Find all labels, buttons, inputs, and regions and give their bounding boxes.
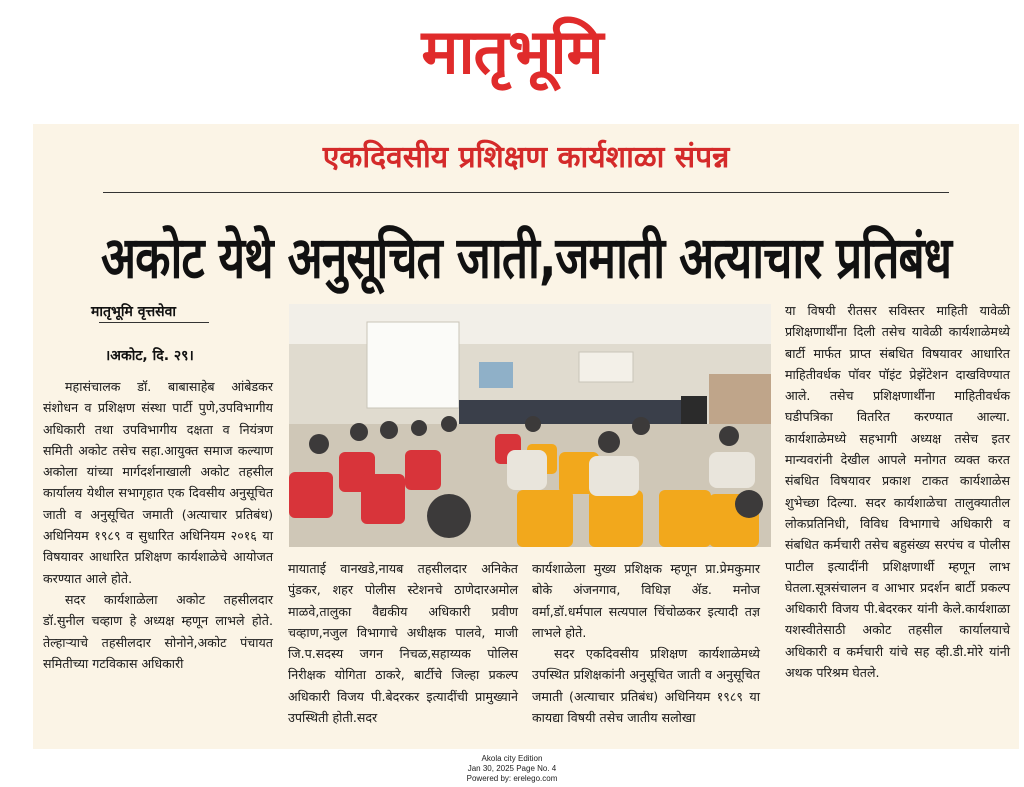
article-column-4 xyxy=(785,300,1010,683)
col4-paragraph: या विषयी रीतसर सविस्तर माहिती यावेळी प्रशिक्षणार्थींना दिली तसेच यावेळी कार्यशाळेमध्ये बार्टी मार्फत प्राप्त संबधित विषयावर आधारित माहितीवर्धक पॉवर पॉइंट प्रेझेंटेशन दाखविण्यात आले. तसेच प्रशिक्षणार्थींना माहितीवर्धक घडीपत्रिका वितरित करण्यात आल्या. कार्यशाळेमध्ये सहभागी अध्यक्ष तसेच इतर मान्यवरांनी देखील आपले मनोगत व्यक्त करत संबधित विषयावर प्रकाश टाकत कार्यशाळेस शुभेच्छा दिल्या. सदर कार्यशाळेचा तालुक्यातील लोकप्रतिनिधी, विविध विभागाचे अधिकारी व संबधित कर्मचारी तसेच बहुसंख्य सरपंच व पोलीस पाटील इत्यादींनी प्रशिक्षणार्थी म्हणून लाभ घेतला.सूत्रसंचालन व आभार प्रदर्शन बार्टी प्रकल्प अधिकारी विजय पी.बेदरकर यांनी केले.कार्यशाळा यशस्वीतेसाठी अकोट तहसील कार्यालयाचे अधिकारी व कर्मचारी यांचे सह व्ही.डी.मोरे यांनी अथक परिश्रम घेतले. xyxy=(785,303,1010,681)
article-byline: मातृभूमि वृत्तसेवा xyxy=(91,304,177,320)
masthead xyxy=(0,0,1024,118)
edition-name: Akola city Edition xyxy=(481,754,543,763)
powered-by: Powered by: erelego.com xyxy=(466,774,558,783)
article-headline: अकोट येथे अनुसूचित जाती,जमाती अत्याचार प्रतिबंध xyxy=(100,223,952,291)
col3-paragraph-2: सदर एकदिवसीय प्रशिक्षण कार्यशाळेमध्ये उपस्थित प्रशिक्षकांनी अनुसूचित जाती व अनुसूचित जमाती (अत्याचार प्रतिबंध) अधिनियम १९८९ या कायद्या विषयी तसेच जातीय सलोखा xyxy=(532,646,760,726)
article-column-1 xyxy=(43,376,273,674)
article-column-3 xyxy=(532,558,760,728)
col1-paragraph-1: महासंचालक डॉ. बाबासाहेब आंबेडकर संशोधन व प्रशिक्षण संस्था पार्टी पुणे,उपविभागीय अधिकारी तथा उपविभागीय दक्षता व नियंत्रण समिती अकोट तसेच सहा.आयुक्त समाज कल्याण अकोला यांच्या मार्गदर्शनाखाली अकोट तहसील कार्यालय येथील सभागृहात एक दिवसीय अनुसूचित जाती व अनुसूचित जमाती (अत्याचार प्रतिबंध) अधिनियम १९८९ व सुधारित अधिनियम २०१६ या विषयावर आधारित प्रशिक्षण कार्यशाळेचे आयोजत करण्यात आले होते. xyxy=(43,379,273,586)
col3-paragraph-1: कार्यशाळेला मुख्य प्रशिक्षक म्हणून प्रा.प्रेमकुमार बोके अंजनगाव, विधिज्ञ ॲड. मनोज वर्मा,डॉ.धर्मपाल सत्यपाल चिंचोळकर इत्यादी तज्ञ लाभले होते. xyxy=(532,561,760,640)
byline-underline xyxy=(99,322,209,323)
article-dateline: ।अकोट, दि. २९। xyxy=(105,348,194,364)
kicker-divider xyxy=(103,192,949,193)
col2-paragraph: मायाताई वानखडे,नायब तहसीलदार अनिकेत पुंडकर, शहर पोलीस स्टेशनचे ठाणेदारअमोल माळवे,तालुका वैद्यकीय अधिकारी प्रवीण चव्हाण,नजुल विभागाचे अधीक्षक पालवे, माजी जि.प.सदस्य जगन निचळ,सहाय्यक पोलिस निरीक्षक योगिता ठाकरे, बार्टीचे जिल्हा प्रकल्प अधिकारी विजय पी.बेदरकर इत्यादींची प्रामुख्याने उपस्थिती होती.सदर xyxy=(288,561,518,726)
workshop-photo-illustration xyxy=(289,304,771,547)
newspaper-logo: मातृभूमि xyxy=(421,15,603,88)
edition-footer xyxy=(0,754,1024,784)
article-photo xyxy=(289,304,771,547)
col1-paragraph-2: सदर कार्यशाळेला अकोट तहसीलदार डॉ.सुनील चव्हाण हे अध्यक्ष म्हणून लाभले होते. तेल्हाऱ्याचे तहसीलदार सोनोने,अकोट पंचायत समितीच्या गटविकास अधिकारी xyxy=(43,591,273,671)
article-clipping xyxy=(33,124,1019,749)
article-kicker: एकदिवसीय प्रशिक्षण कार्यशाळा संपन्न xyxy=(322,140,730,175)
article-column-2 xyxy=(288,558,518,728)
edition-date-page: Jan 30, 2025 Page No. 4 xyxy=(467,764,557,773)
